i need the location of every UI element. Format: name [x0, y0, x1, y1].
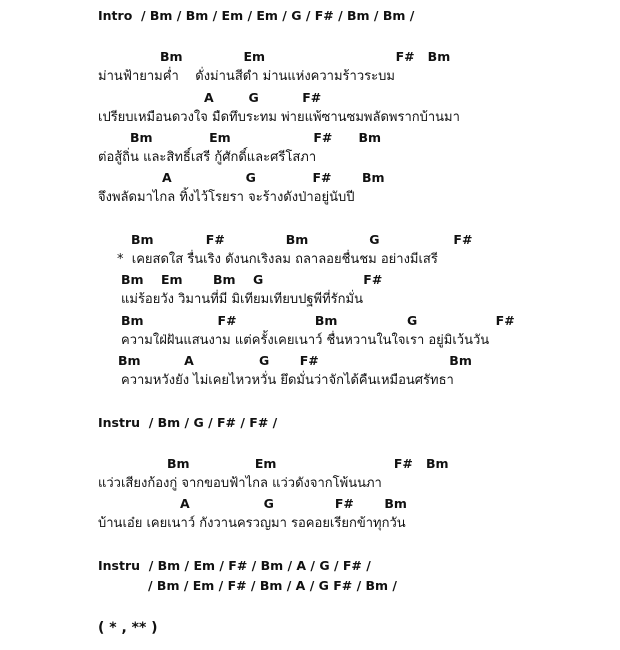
chord-line: Bm Em F# Bm	[130, 130, 382, 145]
lyric-line: * เคยสดใส รื่นเริง ดังนกเริงลม ถลาลอยชื่นชม อย่างมีเสรี	[117, 252, 438, 267]
lyric-line: จึงพลัดมาไกล ทิ้งไว้โรยรา จะร้างดังป่าอยู่นับปี	[98, 190, 355, 205]
lyric-line: แว่วเสียงก้องกู่ จากขอบฟ้าไกล แว่วดังจากโพ้นนภา	[98, 476, 382, 491]
intro-line: Intro / Bm / Bm / Em / Em / G / F# / Bm / Bm /	[98, 8, 415, 23]
lyric-line: ความหวังยัง ไม่เคยไหวหวั่น ยึดมั่นว่าจักได้คืนเหมือนศรัทธา	[121, 373, 454, 388]
lyric-line: ความใฝ่ฝันแสนงาม แต่ครั้งเคยเนาว์ ชื่นหวานในใจเรา อยู่มิเว้นวัน	[121, 333, 490, 348]
instrumental-line: Instru / Bm / G / F# / F# /	[98, 415, 278, 430]
chord-line: Bm Em F# Bm	[167, 456, 449, 471]
repeat-marker: ( * , ** )	[98, 620, 158, 636]
instrumental-line: Instru / Bm / Em / F# / Bm / A / G / F# /	[98, 558, 371, 573]
lyric-line: ต่อสู้ถิ่น และสิทธิ์เสรี กู้ศักดิ์และศรีโสภา	[98, 150, 317, 165]
chord-line: A G F# Bm	[162, 170, 385, 185]
chord-line: Bm Em Bm G F#	[121, 272, 383, 287]
chord-line: Bm F# Bm G F#	[121, 313, 515, 328]
lyric-line: แม่ร้อยวัง วิมานที่มี มิเทียมเทียบปฐพีที่รักมั่น	[121, 292, 363, 307]
chord-line: Bm Em F# Bm	[160, 49, 451, 64]
chord-line: A G F# Bm	[180, 496, 407, 511]
lyric-line: บ้านเอ๋ย เคยเนาว์ กังวานครวญมา รอคอยเรียกข้าทุกวัน	[98, 516, 406, 531]
chord-line: A G F#	[204, 90, 322, 105]
lyric-line: เปรียบเหมือนดวงใจ มืดทึบระทม พ่ายแพ้ซานซมพลัดพรากบ้านมา	[98, 110, 460, 125]
chord-line: Bm A G F# Bm	[118, 353, 472, 368]
lyric-line: ม่านฟ้ายามค่ำ ดั่งม่านสีดำ ม่านแห่งความร้าวระบม	[98, 69, 395, 84]
instrumental-line: / Bm / Em / F# / Bm / A / G F# / Bm /	[148, 578, 397, 593]
chord-line: Bm F# Bm G F#	[131, 232, 473, 247]
